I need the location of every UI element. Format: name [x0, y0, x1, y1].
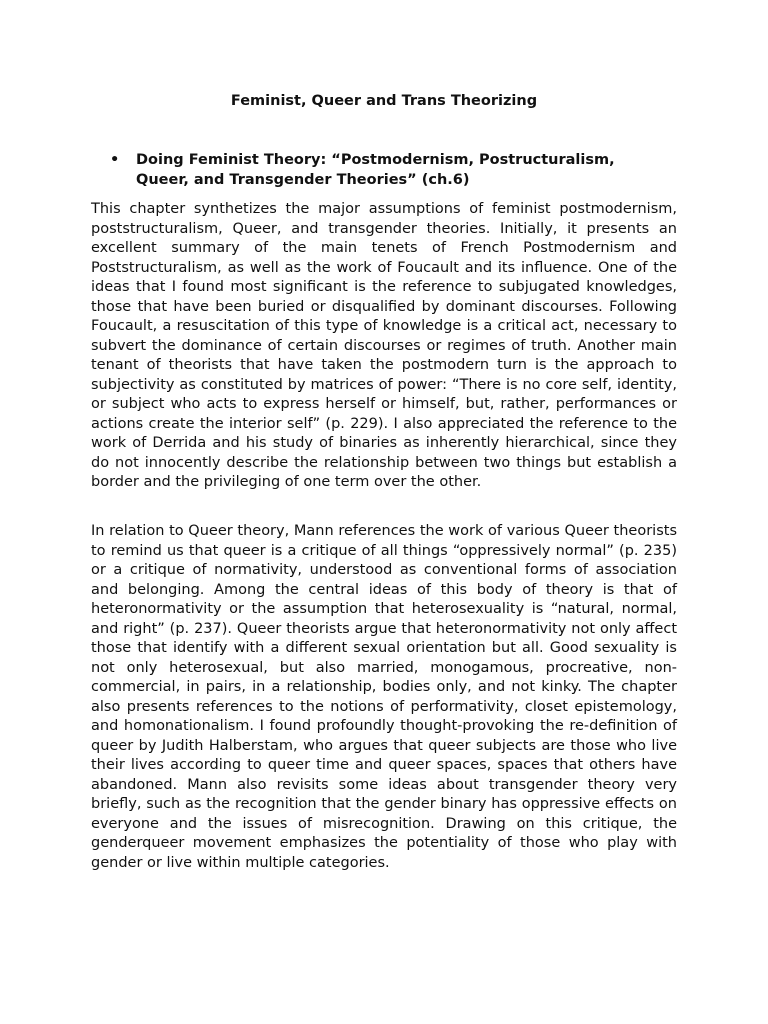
bullet-heading: Doing Feminist Theory: “Postmodernism, Postructuralism, Queer, and Transgender Theories” (ch.6) — [136, 152, 615, 188]
paragraph-1: This chapter synthetizes the major assumptions of feminist postmodernism, poststructuralism, Queer, and transgender theories. Initially, it presents an excellent summary of the main tenets of French Postmodernism and Poststructuralism, as well as the work of Foucault and its influence. One of the ideas that I found most significant is the reference to subjugated knowledges, those that have been buried or disqualified by dominant discourses. Following Foucault, a resuscitation of this type of knowledge is a critical act, necessary to subvert the dominance of certain discourses or regimes of truth. Another main tenant of theorists that have taken the postmodern turn is the approach to subjectivity as constituted by matrices of power: “There is no core self, identity, or subject who acts to express herself or himself, but, rather, performances or actions create the interior self” (p. 229). I also appreciated the reference to the work of Derrida and his study of binaries as inherently hierarchical, since they do not innocently describe the relationship between two things but establish a border and the privileging of one term over the other. — [91, 201, 677, 490]
bullet-marker: • — [110, 152, 120, 168]
document-title: Feminist, Queer and Trans Theorizing — [230, 93, 538, 109]
paragraph-2: In relation to Queer theory, Mann references the work of various Queer theorists to remind us that queer is a critique of all things “oppressively normal” (p. 235) or a critique of normativity, understood as conventional forms of association and belonging. Among the central ideas of this body of theory is that of heteronormativity or the assumption that heterosexuality is “natural, normal, and right” (p. 237). Queer theorists argue that heteronormativity not only affect those that identify with a different sexual orientation but all. Good sexuality is not only heterosexual, but also married, monogamous, procreative, non-commercial, in pairs, in a relationship, bodies only, and not kinky. The chapter also presents references to the notions of performativity, closet epistemology, and homonationalism. I found profoundly thought-provoking the re-definition of queer by Judith Halberstam, who argues that queer subjects are those who live their lives according to queer time and queer spaces, spaces that others have abandoned. Mann also revisits some ideas about transgender theory very briefly, such as the recognition that the gender binary has oppressive effects on everyone and the issues of misrecognition. Drawing on this critique, the genderqueer movement emphasizes the potentiality of those who play with gender or live within multiple categories. — [91, 523, 677, 871]
bullet-item — [110, 151, 670, 190]
